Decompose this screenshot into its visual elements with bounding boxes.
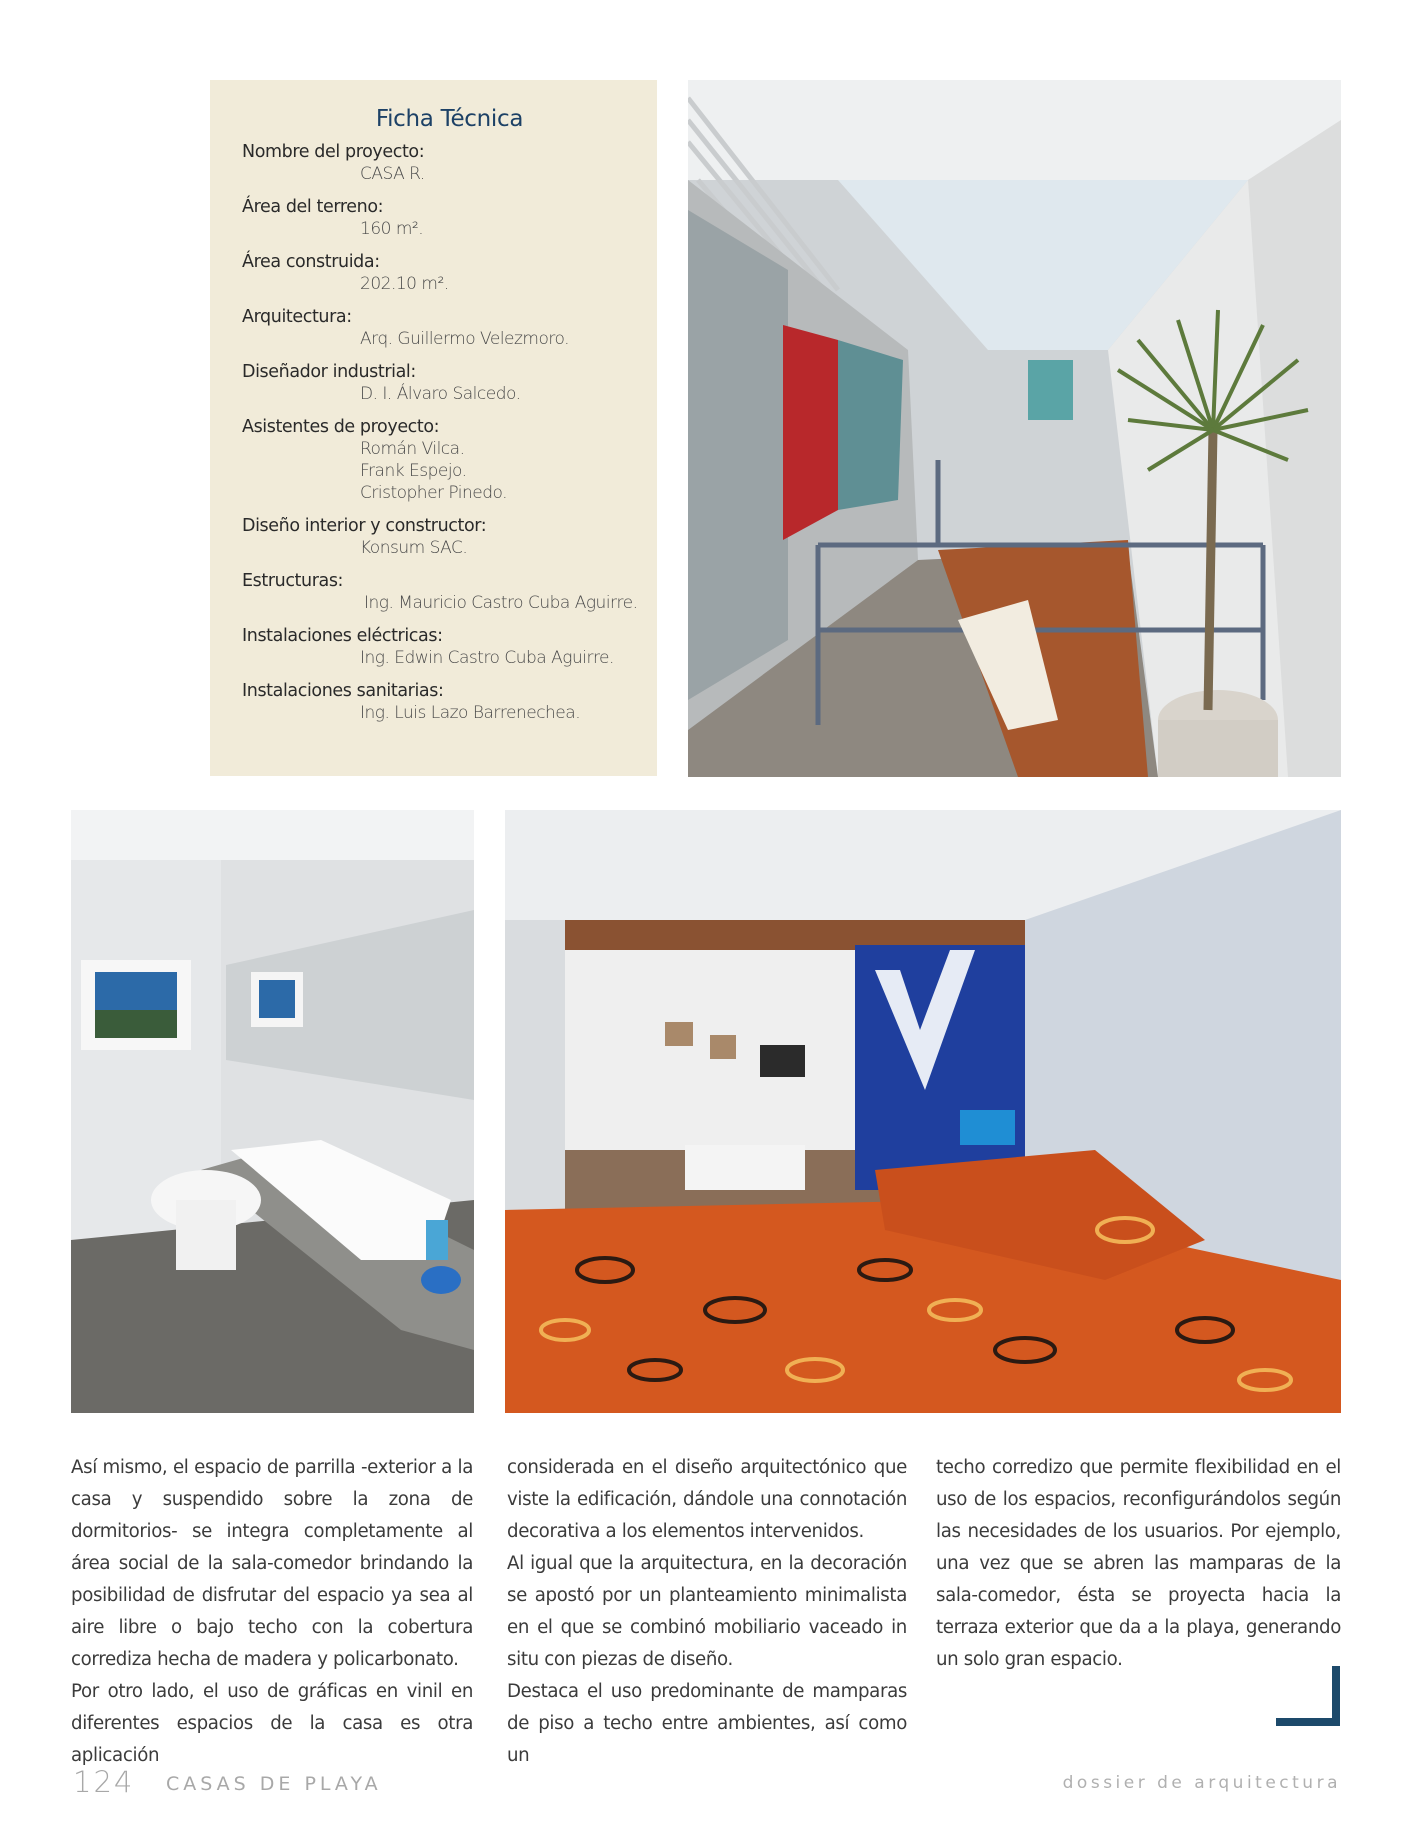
technical-field-value: CASA R. xyxy=(360,164,425,184)
magazine-name: CASAS DE PLAYA xyxy=(166,1773,382,1795)
body-text-column-1 xyxy=(71,1452,473,1772)
end-mark-horizontal-bar xyxy=(1276,1718,1340,1726)
technical-field-label: Área del terreno: xyxy=(242,197,384,217)
photo-bedroom xyxy=(505,810,1341,1413)
paragraph: Destaca el uso predominante de mamparas de piso a techo entre ambientes, así como un xyxy=(507,1681,907,1766)
technical-field-value: 160 m². xyxy=(360,219,424,239)
technical-field xyxy=(242,626,657,669)
technical-field-value: 202.10 m². xyxy=(360,274,449,294)
technical-field xyxy=(242,197,657,240)
technical-field-label: Instalaciones eléctricas: xyxy=(242,626,443,646)
technical-field-label: Instalaciones sanitarias: xyxy=(242,681,444,701)
technical-field xyxy=(242,142,657,185)
technical-field-label: Nombre del proyecto: xyxy=(242,142,425,162)
technical-sheet-box xyxy=(210,80,657,776)
photo-bathroom xyxy=(71,810,474,1413)
technical-field-label: Área construida: xyxy=(242,252,380,272)
technical-field-label: Diseñador industrial: xyxy=(242,362,416,382)
technical-field-value: Cristopher Pinedo. xyxy=(360,483,508,503)
body-text-column-2 xyxy=(507,1452,907,1772)
technical-sheet-title: Ficha Técnica xyxy=(375,106,524,132)
technical-field-value: Ing. Luis Lazo Barrenechea. xyxy=(360,703,581,723)
technical-sheet-fields xyxy=(242,142,657,724)
technical-field-value: D. I. Álvaro Salcedo. xyxy=(360,384,521,404)
technical-field xyxy=(242,362,657,405)
technical-field-value: Frank Espejo. xyxy=(360,461,467,481)
article-end-mark xyxy=(1276,1666,1340,1726)
technical-field-value: Konsum SAC. xyxy=(360,538,468,558)
photo-corridor-terrace xyxy=(688,80,1341,777)
technical-field-value: Ing. Mauricio Castro Cuba Aguirre. xyxy=(364,593,638,613)
technical-field-label: Asistentes de proyecto: xyxy=(242,417,440,437)
end-mark-vertical-bar xyxy=(1332,1666,1340,1726)
technical-field-label: Arquitectura: xyxy=(242,307,352,327)
paragraph: techo corredizo que permite flexibilidad en el uso de los espacios, reconfigurándolos según las necesidades de los usuarios. Por ejemplo, una vez que se abren las mamparas de la sala-comedor, ésta se proyecta hacia la terraza exterior que da a la playa, generando un solo gran espacio. xyxy=(936,1457,1341,1670)
technical-field-label: Estructuras: xyxy=(242,571,344,591)
page-number: 124 xyxy=(73,1765,135,1799)
technical-field xyxy=(242,307,657,350)
technical-field xyxy=(242,516,657,559)
paragraph: Así mismo, el espacio de parrilla -exterior a la casa y suspendido sobre la zona de dormitorios- se integra completamente al área social de la sala-comedor brindando la posibilidad de disfrutar del espacio ya sea al aire libre o bajo techo con la cobertura corrediza hecha de madera y policarbonato. xyxy=(71,1457,473,1670)
section-name: dossier de arquitectura xyxy=(1062,1773,1341,1793)
paragraph: Por otro lado, el uso de gráficas en vinil en diferentes espacios de la casa es otra aplicación xyxy=(71,1681,473,1766)
technical-field-value: Arq. Guillermo Velezmoro. xyxy=(360,329,570,349)
technical-field xyxy=(242,417,657,504)
body-text-column-3 xyxy=(936,1452,1341,1676)
technical-field-label: Diseño interior y constructor: xyxy=(242,516,487,536)
paragraph: Al igual que la arquitectura, en la decoración se apostó por un planteamiento minimalista en el que se combinó mobiliario vaceado in situ con piezas de diseño. xyxy=(507,1553,907,1670)
technical-field xyxy=(242,681,657,724)
technical-field-value: Ing. Edwin Castro Cuba Aguirre. xyxy=(360,648,614,668)
paragraph: considerada en el diseño arquitectónico que viste la edificación, dándole una connotación decorativa a los elementos intervenidos. xyxy=(507,1457,907,1542)
technical-field xyxy=(242,252,657,295)
technical-field-value: Román Vilca. xyxy=(360,439,465,459)
technical-field xyxy=(242,571,657,614)
